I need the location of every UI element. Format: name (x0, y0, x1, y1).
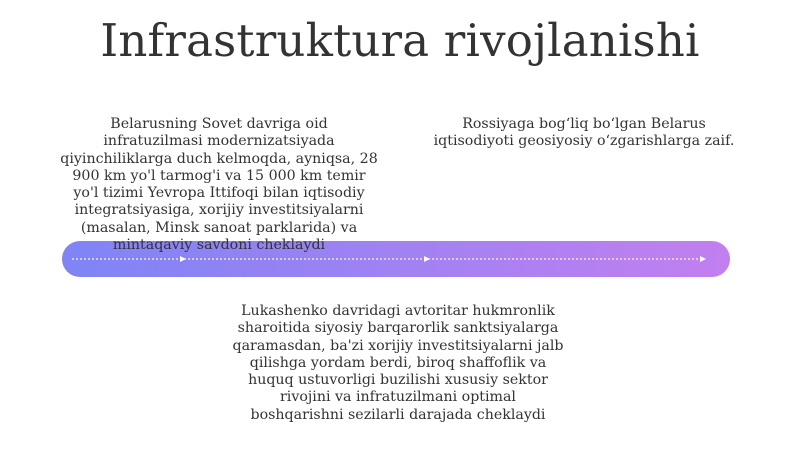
event-text-1: Belarusning Sovet davriga oid infratuzilmasi modernizatsiyada qiyinchiliklarga duch kelmoqda, ayniqsa, 28 900 km yo'l tarmog'i va 15 000 km temir yo'l tizimi Yevropa Ittifoqi bilan iqtisodiy integratsiyasiga, xorijiy investitsiyalarni (masalan, Minsk sanoat parklarida) va mintaqaviy savdoni cheklaydi (60, 116, 378, 254)
page-title: Infrastruktura rivojlanishi (100, 14, 700, 67)
event-text-2: Rossiyaga bog‘liq bo‘lgan Belarus iqtisodiyoti geosiyosiy o‘zgarishlarga zaif. (433, 116, 735, 150)
event-text-3: Lukashenko davridagi avtoritar hukmronlik sharoitida siyosiy barqarorlik sanktsiyalarga qaramasdan, ba'zi xorijiy investitsiyalarni jalb qilishga yordam berdi, biroq shaffoflik va huquq ustuvorligi buzilishi xususiy sektor rivojini va infratuzilmani optimal boshqarishni sezilarli darajada cheklaydi (232, 303, 564, 423)
